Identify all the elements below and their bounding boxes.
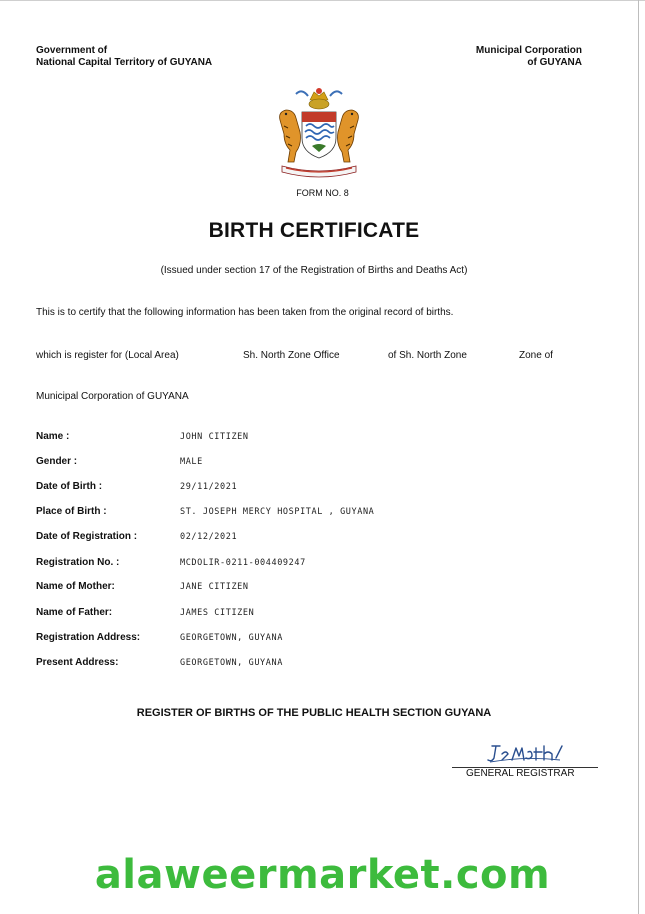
field-row-name-of-mother (36, 581, 596, 595)
right-border (638, 0, 639, 914)
header-right (476, 45, 582, 69)
field-label: Place of Birth : (36, 506, 107, 517)
field-label: Date of Birth : (36, 481, 103, 492)
field-value: GEORGETOWN, GUYANA (180, 633, 283, 643)
field-label: Registration No. : (36, 557, 120, 568)
field-value: JOHN CITIZEN (180, 432, 249, 442)
field-label: Registration Address: (36, 632, 141, 643)
header-right-line1: Municipal Corporation (475, 45, 582, 56)
field-label: Name : (36, 431, 70, 442)
field-label: Date of Registration : (36, 531, 138, 542)
header-left-line1: Government of (36, 45, 108, 56)
field-value: 02/12/2021 (180, 532, 238, 542)
top-border (0, 0, 645, 1)
guyana-coat-of-arms-icon (272, 86, 366, 178)
field-value: GEORGETOWN, GUYANA (180, 658, 283, 668)
issued-under-text: (Issued under section 17 of the Registration of Births and Deaths Act) (160, 265, 468, 276)
document-title: BIRTH CERTIFICATE (208, 219, 420, 242)
field-value: ST. JOSEPH MERCY HOSPITAL , GUYANA (180, 507, 375, 517)
field-row-present-address (36, 657, 596, 671)
field-row-registration-address (36, 632, 596, 646)
field-label: Gender : (36, 456, 78, 467)
register-line-zone-of: Zone of (519, 350, 553, 361)
register-line-office: Sh. North Zone Office (243, 350, 340, 361)
field-value: MCDOLIR-0211-004409247 (180, 558, 306, 568)
field-row-place-of-birth (36, 506, 596, 520)
field-label: Present Address: (36, 657, 119, 668)
field-value: JANE CITIZEN (180, 582, 249, 592)
header-left (36, 45, 212, 69)
local-area-text: Municipal Corporation of GUYANA (36, 391, 189, 402)
certify-text: This is to certify that the following information has been taken from the original record of births. (36, 307, 454, 318)
field-value: 29/11/2021 (180, 482, 238, 492)
field-label: Name of Mother: (36, 581, 115, 592)
register-line-zone: of Sh. North Zone (388, 350, 467, 361)
field-row-date-of-registration (36, 531, 596, 545)
field-label: Name of Father: (36, 607, 113, 618)
registrar-title: GENERAL REGISTRAR (466, 768, 575, 779)
field-row-registration-no (36, 557, 596, 571)
header-right-line2: of GUYANA (527, 57, 582, 68)
field-value: JAMES CITIZEN (180, 608, 255, 618)
field-row-name-of-father (36, 607, 596, 621)
field-row-name (36, 431, 596, 445)
watermark-text: alaweermarket.com (94, 852, 551, 898)
form-number: FORM NO. 8 (296, 188, 349, 198)
header-left-line2: National Capital Territory of GUYANA (36, 57, 213, 68)
register-footer-title: REGISTER OF BIRTHS OF THE PUBLIC HEALTH SECTION GUYANA (136, 707, 492, 719)
field-row-date-of-birth (36, 481, 596, 495)
field-value: MALE (180, 457, 203, 467)
field-row-gender (36, 456, 596, 470)
registrar-signature (486, 742, 564, 764)
register-line-part1: which is register for (Local Area) (36, 350, 179, 361)
